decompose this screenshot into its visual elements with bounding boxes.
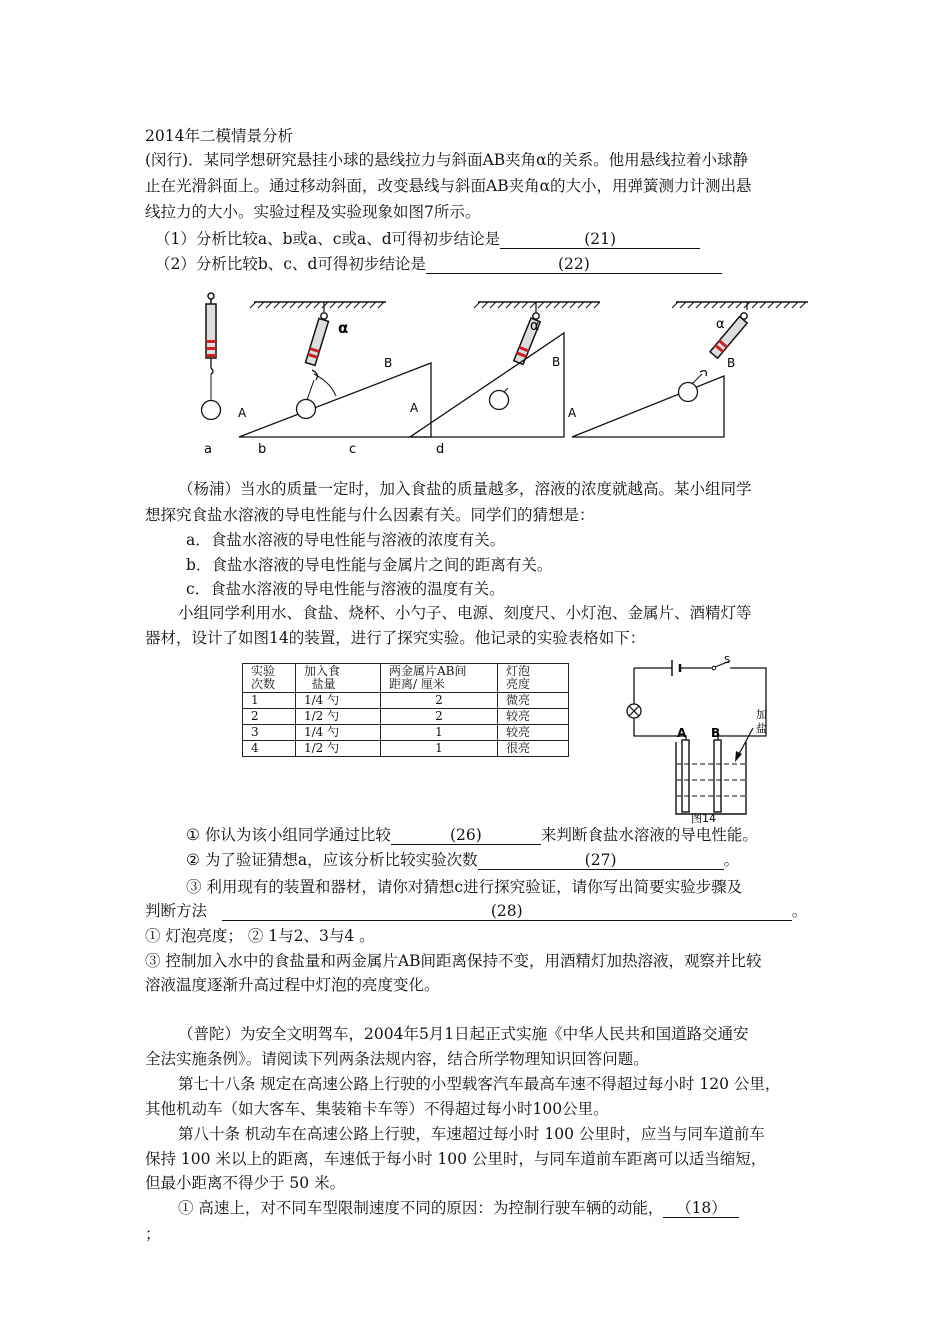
ask-3-text: 判断方法 <box>145 902 208 920</box>
table-header-cell: 两金属片AB间 距离/ 厘米 <box>381 664 498 693</box>
table-header-row <box>243 664 569 693</box>
table-cell: 1 <box>381 725 498 741</box>
q1-sub-2 <box>155 252 722 276</box>
ask-1-mark: ① <box>186 826 200 844</box>
table-row <box>243 741 569 757</box>
table-header-cell: 加入食 盐量 <box>296 664 381 693</box>
q2-intro-2: 想探究食盐水溶液的导电性能与什么因素有关。同学们的猜想是： <box>145 506 595 524</box>
ask-2-mark: ② <box>186 851 200 869</box>
label-B-c: B <box>552 355 561 369</box>
table-cell: 1 <box>243 693 296 709</box>
label-d: d <box>436 442 445 457</box>
electrode-A-label: A <box>677 726 687 740</box>
q2-para-2: 器材，设计了如图14的装置，进行了探究实验。他记录的实验表格如下： <box>145 629 646 647</box>
q2-intro-1: （杨浦）当水的质量一定时，加入食盐的质量越多，溶液的浓度就越高。某小组同学 <box>178 480 752 498</box>
answer-2-line-1: ③ 控制加入水中的食盐量和两金属片AB间距离保持不变，用酒精灯加热溶液，观察并比较 <box>145 952 762 970</box>
table-cell: 1/4 勺 <box>296 693 381 709</box>
q1-line-1: (闵行)．某同学想研究悬挂小球的悬线拉力与斜面AB夹角α的关系。他用悬线拉着小球静 <box>145 151 749 169</box>
electrode-B-label: B <box>711 726 721 740</box>
table-cell: 2 <box>381 709 498 725</box>
blank-22: (22) <box>426 255 722 274</box>
experiment-table <box>242 663 569 757</box>
guess-b: b．食盐水溶液的导电性能与金属片之间的距离有关。 <box>186 556 553 574</box>
salt-label-2: 盐 <box>756 722 767 735</box>
q3-ask-tail: ； <box>145 1225 161 1243</box>
blank-21: (21) <box>500 230 700 249</box>
label-A-c: A <box>410 401 419 415</box>
blank-26: (26) <box>391 826 541 845</box>
ask-1-text: 你认为该小组同学通过比较 <box>204 826 391 844</box>
table-cell: 1/2 勺 <box>296 709 381 725</box>
q1-sub-1-text: （1）分析比较a、b或a、c或a、d可得初步结论是 <box>155 230 501 248</box>
panel-b <box>238 302 431 457</box>
answer-1: ① 灯泡亮度； ② 1与2、3与4 。 <box>145 927 375 945</box>
label-B-b: B <box>384 356 393 370</box>
figure-14-caption: 图14 <box>691 812 716 824</box>
article-80-line-3: 但最小距离不得少于 50 米。 <box>145 1174 346 1192</box>
article-80-line-1: 第八十条 机动车在高速公路上行驶，车速超过每小时 100 公里时，应当与同车道前车 <box>178 1125 765 1143</box>
table-row <box>243 725 569 741</box>
salt-label-1: 加 <box>756 708 767 721</box>
article-78-line-2: 其他机动车（如大客车、集装箱卡车等）不得超过每小时100公里。 <box>145 1100 609 1118</box>
label-c: c <box>349 442 357 457</box>
q1-sub-1 <box>155 227 700 251</box>
figure-7-diagram <box>190 288 830 458</box>
ask-2-text: 为了验证猜想a，应该分析比较实验次数 <box>204 851 478 869</box>
ask-1 <box>186 823 758 847</box>
blank-28: (28) <box>222 902 792 921</box>
q3-intro-1: （普陀）为安全文明驾车，2004年5月1日起正式实施《中华人民共和国道路交通安 <box>178 1025 749 1043</box>
article-78-line-1: 第七十八条 规定在高速公路上行驶的小型载客汽车最高车速不得超过每小时 120 公里， <box>178 1075 781 1093</box>
table-cell: 4 <box>243 741 296 757</box>
table-cell: 1 <box>381 741 498 757</box>
label-B-d: B <box>727 356 736 370</box>
q1-line-2: 止在光滑斜面上。通过移动斜面，改变悬线与斜面AB夹角α的大小，用弹簧测力计测出悬 <box>145 177 752 195</box>
table-cell: 微亮 <box>498 693 569 709</box>
panel-c <box>410 302 600 457</box>
label-A-b: A <box>238 406 247 420</box>
article-80-line-2: 保持 100 米以上的距离，车速低于每小时 100 公里时，与同车道前车距离可以适当缩短， <box>145 1150 767 1168</box>
ask-3-line-1: ③ 利用现有的装置和器材，请你对猜想c进行探究验证，请你写出简要实验步骤及 <box>186 878 743 896</box>
page-title: 2014年二模情景分析 <box>145 127 293 145</box>
table-row <box>243 709 569 725</box>
q3-ask <box>178 1196 739 1220</box>
alpha-label-c: α <box>530 318 540 334</box>
table-cell: 较亮 <box>498 725 569 741</box>
q1-sub-2-text: （2）分析比较b、c、d可得初步结论是 <box>155 255 426 273</box>
table-cell: 很亮 <box>498 741 569 757</box>
answer-2-line-2: 溶液温度逐渐升高过程中灯泡的亮度变化。 <box>145 976 440 994</box>
table-cell: 1/4 勺 <box>296 725 381 741</box>
table-cell: 2 <box>381 693 498 709</box>
q2-para-1: 小组同学利用水、食盐、烧杯、小勺子、电源、刻度尺、小灯泡、金属片、酒精灯等 <box>178 604 752 622</box>
ask-2 <box>186 848 739 872</box>
panel-d <box>568 302 808 437</box>
table-cell: 2 <box>243 709 296 725</box>
label-b: b <box>258 442 267 457</box>
label-a: a <box>204 442 212 457</box>
switch-label: S <box>724 655 731 666</box>
alpha-label-b: α <box>338 319 349 337</box>
blank-18: （18） <box>663 1199 739 1218</box>
table-cell: 3 <box>243 725 296 741</box>
figure-14-circuit <box>620 652 780 824</box>
guess-a: a．食盐水溶液的导电性能与溶液的浓度有关。 <box>186 531 506 549</box>
panel-a <box>202 293 221 457</box>
ask-1-tail: 来判断食盐水溶液的导电性能。 <box>540 826 758 844</box>
alpha-label-d: α <box>716 317 725 332</box>
q1-line-3: 线拉力的大小。实验过程及实验现象如图7所示。 <box>145 203 481 221</box>
q3-ask-text: ① 高速上，对不同车型限制速度不同的原因：为控制行驶车辆的动能， <box>178 1199 664 1217</box>
ask-2-tail: 。 <box>723 851 740 869</box>
table-header-cell: 实验 次数 <box>243 664 296 693</box>
guess-c: c．食盐水溶液的导电性能与溶液的温度有关。 <box>186 580 505 598</box>
table-cell: 较亮 <box>498 709 569 725</box>
table-header-cell: 灯泡 亮度 <box>498 664 569 693</box>
table-row <box>243 693 569 709</box>
ask-3-line-2 <box>145 899 807 923</box>
label-A-d: A <box>568 406 577 420</box>
table-cell: 1/2 勺 <box>296 741 381 757</box>
ask-3-tail: 。 <box>791 902 808 920</box>
q3-intro-2: 全法实施条例》。请阅读下列两条法规内容，结合所学物理知识回答问题。 <box>145 1050 649 1068</box>
blank-27: (27) <box>478 851 724 870</box>
